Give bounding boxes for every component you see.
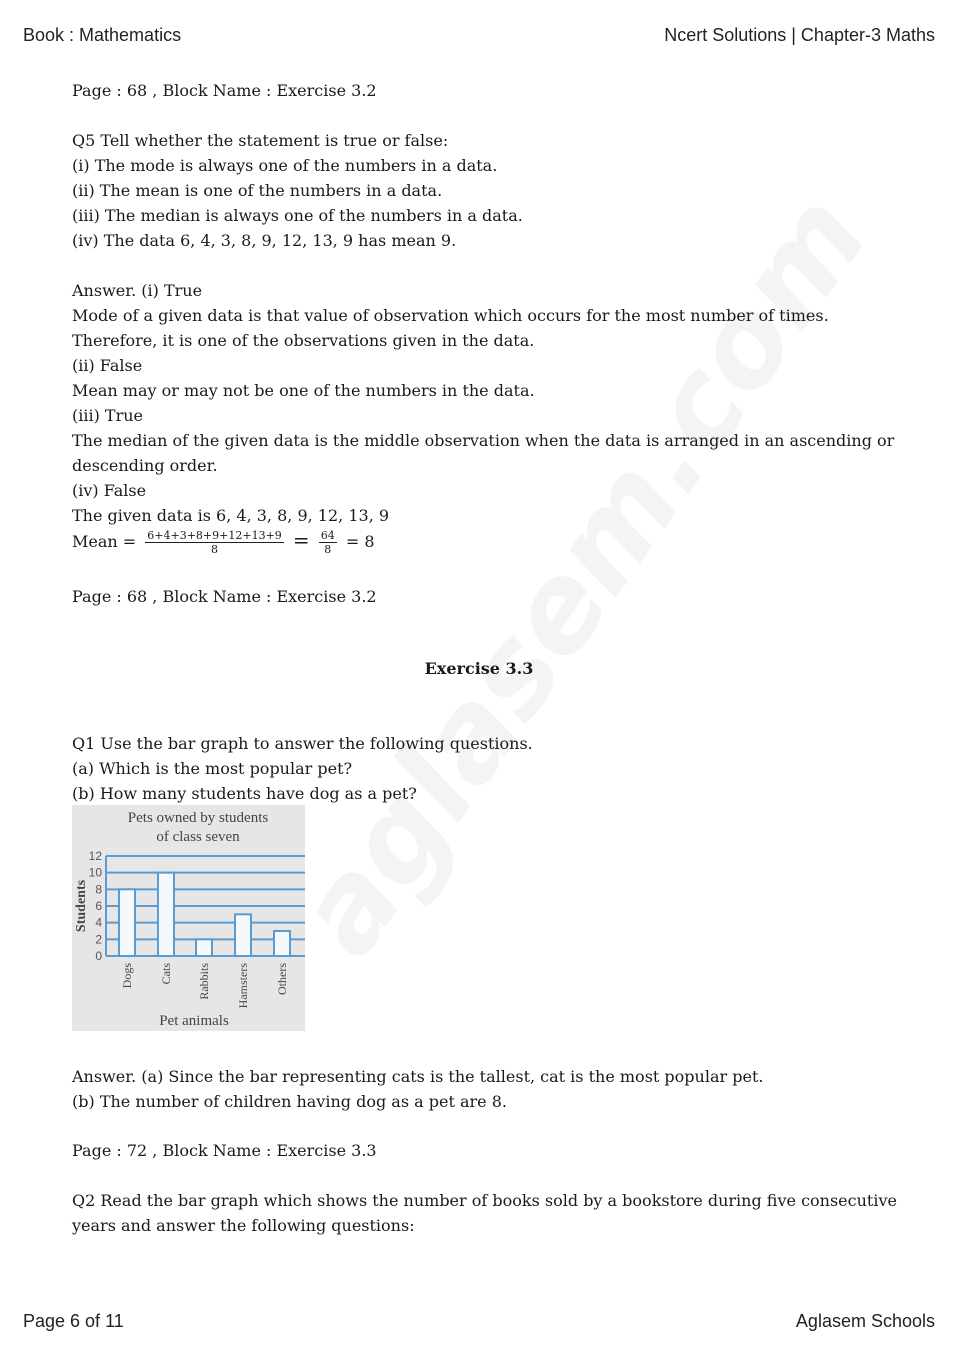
fraction-sum: [145, 529, 284, 556]
question-5: [72, 128, 523, 253]
question-2: [72, 1188, 897, 1238]
question-1: [72, 731, 533, 806]
numerator: 6+4+3+8+9+12+13+9: [147, 529, 282, 542]
footer-page-number: Page 6 of 11: [23, 1311, 124, 1331]
bar-cats: [158, 873, 174, 956]
y-tick-label: 6: [95, 899, 102, 913]
y-tick-label: 10: [88, 865, 102, 880]
text-line: (ii) The mean is one of the numbers in a data.: [72, 181, 443, 200]
text-line: (iv) The data 6, 4, 3, 8, 9, 12, 13, 9 has mean 9.: [72, 231, 457, 250]
text-line: Q5 Tell whether the statement is true or false:: [72, 131, 449, 150]
text-line: (iii) The median is always one of the numbers in a data.: [72, 206, 523, 225]
page-ref: Page : 72 , Block Name : Exercise 3.3: [72, 1141, 377, 1160]
text-line: Answer. (i) True: [72, 281, 203, 300]
text-line: (iv) False: [72, 481, 147, 500]
text-line: Q1 Use the bar graph to answer the following questions.: [72, 734, 533, 753]
page-ref: Page : 68 , Block Name : Exercise 3.2: [72, 587, 377, 606]
text-line: (ii) False: [72, 356, 143, 375]
denominator: 8: [211, 543, 219, 556]
bar-dogs: [119, 889, 135, 956]
equals: =: [292, 528, 310, 552]
x-axis-label: Pet animals: [159, 1013, 229, 1029]
text-line: The median of the given data is the middle observation when the data is arranged in an ascending or: [72, 431, 895, 450]
exercise-title: Exercise 3.3: [424, 659, 534, 678]
pets-bar-chart: [72, 805, 305, 1031]
bar-hamsters: [235, 914, 251, 956]
text-line: (iii) True: [72, 406, 144, 425]
y-axis-label: Students: [74, 879, 89, 933]
header-book-title: Book : Mathematics: [23, 25, 182, 45]
answer-1: [72, 1064, 763, 1114]
text-line: (i) The mode is always one of the numbers in a data.: [72, 156, 498, 175]
answer-5: [72, 278, 894, 558]
text-line: (a) Which is the most popular pet?: [72, 759, 353, 778]
chart-title: Pets owned by students: [127, 810, 269, 826]
header-chapter: Ncert Solutions | Chapter-3 Maths: [664, 25, 935, 45]
denominator: 8: [324, 543, 332, 556]
chart-title: of class seven: [156, 829, 240, 845]
y-tick-label: 12: [88, 849, 102, 863]
y-tick-label: 2: [95, 932, 102, 947]
page-ref: Page : 68 , Block Name : Exercise 3.2: [72, 81, 377, 100]
x-tick-label: Hamsters: [236, 963, 250, 1009]
text-line: Therefore, it is one of the observations given in the data.: [72, 331, 535, 350]
bar-rabbits: [196, 939, 212, 956]
footer-publisher: Aglasem Schools: [795, 1311, 935, 1331]
numerator: 64: [320, 529, 335, 542]
y-tick-label: 8: [95, 882, 102, 897]
text-line: years and answer the following questions:: [72, 1216, 415, 1235]
text-line: Mode of a given data is that value of observation which occurs for the most number of times.: [72, 306, 829, 325]
text-line: The given data is 6, 4, 3, 8, 9, 12, 13, 9: [72, 506, 390, 525]
text-line: Mean may or may not be one of the numbers in the data.: [72, 381, 535, 400]
text-line: Q2 Read the bar graph which shows the number of books sold by a bookstore during five consecutive: [72, 1191, 897, 1210]
x-tick-label: Dogs: [120, 963, 134, 989]
mean-result: = 8: [345, 532, 375, 551]
x-tick-label: Cats: [159, 963, 173, 985]
text-line: (b) The number of children having dog as a pet are 8.: [72, 1092, 507, 1111]
text-line: Answer. (a) Since the bar representing cats is the tallest, cat is the most popular pet.: [72, 1067, 764, 1086]
y-tick-label: 4: [95, 915, 102, 930]
x-tick-label: Others: [275, 963, 289, 995]
bar-others: [274, 931, 290, 956]
y-tick-label: 0: [95, 949, 102, 963]
mean-label: Mean =: [72, 532, 137, 551]
text-line: descending order.: [72, 456, 218, 475]
fraction-result: [319, 529, 337, 556]
mean-formula: [72, 528, 894, 558]
x-tick-label: Rabbits: [197, 963, 211, 1000]
text-line: (b) How many students have dog as a pet?: [72, 784, 417, 803]
